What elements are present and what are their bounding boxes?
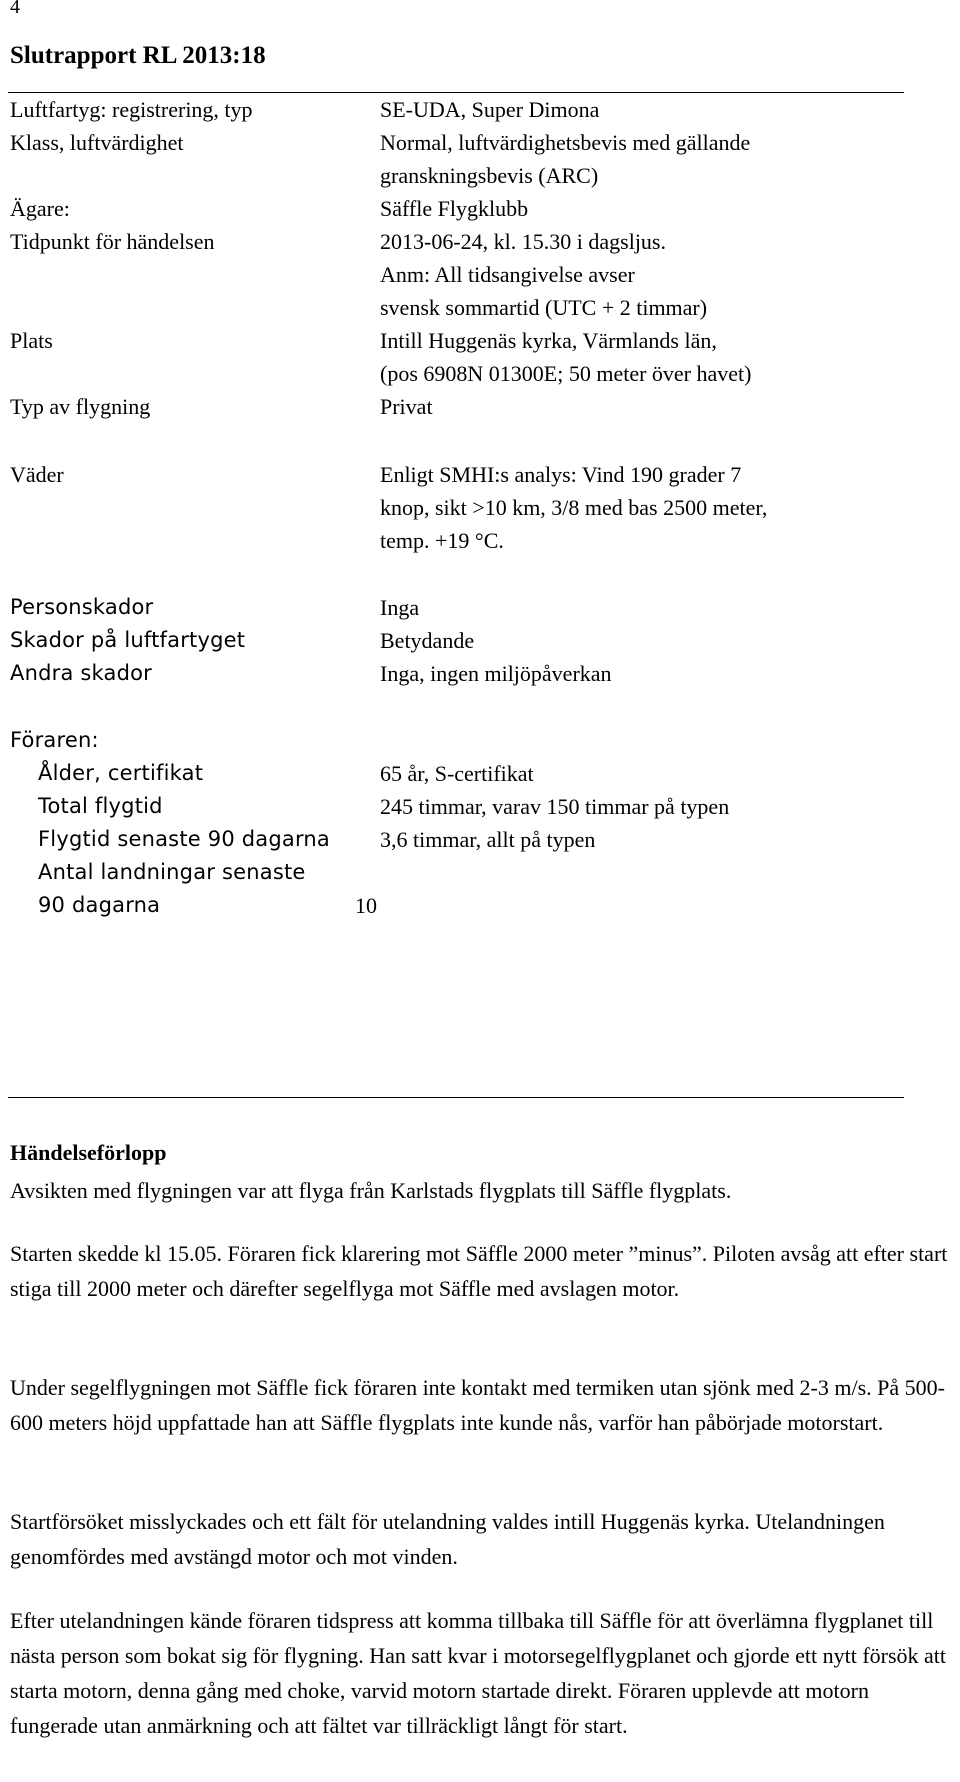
- pilot-label-total: Total flygtid: [38, 794, 163, 818]
- pilot-label-age: Ålder, certifikat: [38, 761, 204, 785]
- weather-line1: Enligt SMHI:s analys: Vind 190 grader 7: [380, 462, 742, 487]
- events-heading: Händelseförlopp: [10, 1140, 167, 1165]
- fact-value-location-line1: Intill Huggenäs kyrka, Värmlands län,: [380, 328, 717, 353]
- pilot-label-90days: Flygtid senaste 90 dagarna: [38, 827, 330, 851]
- events-paragraph-4: Startförsöket misslyckades och ett fält för utelandning valdes intill Huggenäs kyrka. Utelandningen genomfördes med avstängd motor och mot vinden.: [10, 1509, 885, 1569]
- fact-value-owner: Säffle Flygklubb: [380, 196, 529, 221]
- fact-label-location: Plats: [10, 328, 53, 353]
- fact-value-time-line2: Anm: All tidsangivelse avser: [380, 262, 635, 287]
- damage-label-aircraft: Skador på luftfartyget: [10, 628, 246, 652]
- events-paragraph-2: Starten skedde kl 15.05. Föraren fick klarering mot Säffle 2000 meter ”minus”. Piloten avsåg att efter start stiga till 2000 meter och därefter segelflyga mot Säffle med avslagen motor.: [10, 1241, 948, 1301]
- section-divider: [8, 1097, 904, 1098]
- fact-label-aircraft: Luftfartyg: registrering, typ: [10, 97, 253, 122]
- damage-value-personal: Inga: [380, 595, 420, 620]
- fact-label-flight-type: Typ av flygning: [10, 394, 151, 419]
- damage-value-aircraft: Betydande: [380, 628, 475, 653]
- page-number: 4: [10, 0, 20, 18]
- pilot-heading: Föraren:: [10, 728, 99, 752]
- weather-line2: knop, sikt >10 km, 3/8 med bas 2500 meter,: [380, 495, 768, 520]
- fact-label-time: Tidpunkt för händelsen: [10, 229, 215, 254]
- fact-value-aircraft: SE-UDA, Super Dimona: [380, 97, 600, 122]
- pilot-value-landings: 10: [355, 893, 377, 918]
- damage-value-other: Inga, ingen miljöpåverkan: [380, 661, 612, 686]
- events-paragraph-3: Under segelflygningen mot Säffle fick föraren inte kontakt med termiken utan sjönk med 2-3 m/s. På 500-600 meters höjd uppfattade han att Säffle flygplats inte kunde nås, varför han påbörjade motorstart.: [10, 1375, 945, 1435]
- fact-value-class-line2: granskningsbevis (ARC): [380, 163, 599, 188]
- fact-label-class: Klass, luftvärdighet: [10, 130, 184, 155]
- fact-value-time-line1: 2013-06-24, kl. 15.30 i dagsljus.: [380, 229, 666, 254]
- pilot-label-landings-1: Antal landningar senaste: [38, 860, 306, 884]
- fact-value-location-line2: (pos 6908N 01300E; 50 meter över havet): [380, 361, 752, 386]
- fact-value-time-line3: svensk sommartid (UTC + 2 timmar): [380, 295, 708, 320]
- fact-value-class-line1: Normal, luftvärdighetsbevis med gällande: [380, 130, 751, 155]
- weather-label: Väder: [10, 462, 64, 487]
- page-title: Slutrapport RL 2013:18: [10, 42, 266, 69]
- events-paragraph-5: Efter utelandningen kände föraren tidspress att komma tillbaka till Säffle för att överlämna flygplanet till nästa person som bokat sig för flygning. Han satt kvar i motorsegelflygplanet och gjorde ett nytt försök att starta motorn, denna gång med choke, varvid motorn startade direkt. Föraren upplevde att motorn fungerade utan anmärkning och att fältet var tillräckligt långt för start.: [10, 1608, 947, 1738]
- pilot-value-age: 65 år, S-certifikat: [380, 761, 534, 786]
- events-paragraph-1: Avsikten med flygningen var att flyga från Karlstads flygplats till Säffle flygplats.: [10, 1178, 732, 1203]
- weather-line3: temp. +19 °C.: [380, 528, 504, 553]
- fact-value-flight-type: Privat: [380, 394, 433, 419]
- pilot-label-landings-2: 90 dagarna: [38, 893, 161, 917]
- pilot-value-90days: 3,6 timmar, allt på typen: [380, 827, 596, 852]
- damage-label-personal: Personskador: [10, 595, 154, 619]
- fact-label-owner: Ägare:: [10, 196, 70, 221]
- pilot-value-total: 245 timmar, varav 150 timmar på typen: [380, 794, 730, 819]
- damage-label-other: Andra skador: [10, 661, 152, 685]
